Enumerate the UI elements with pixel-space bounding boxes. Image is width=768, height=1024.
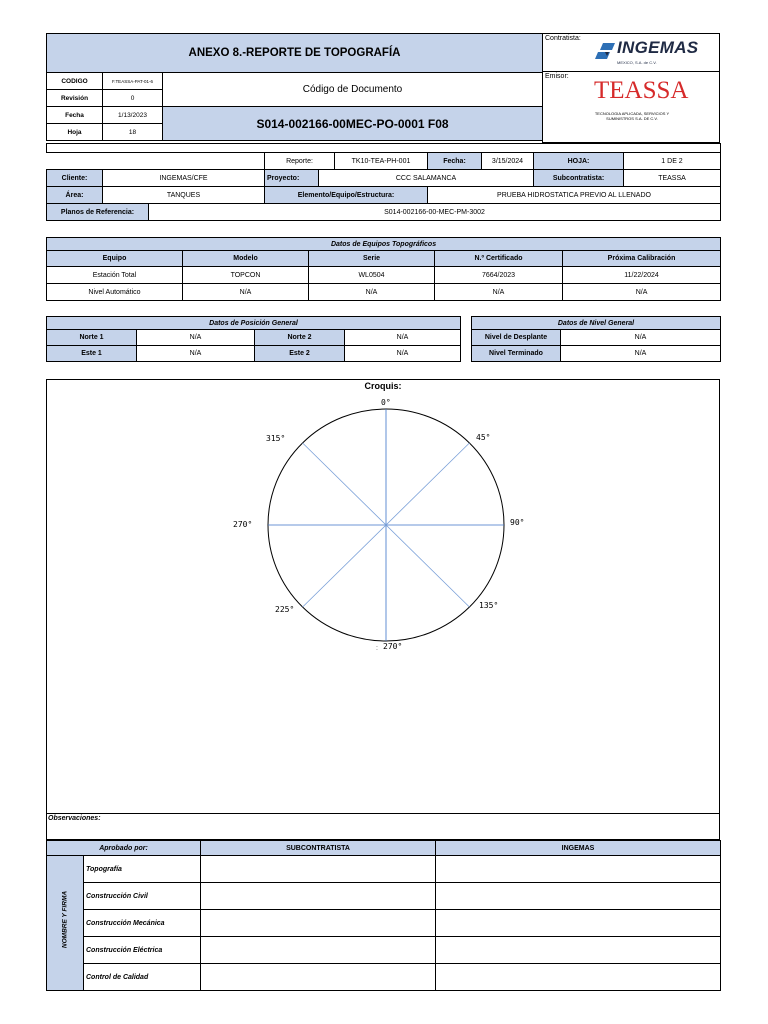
doc-code-label: Código de Documento: [163, 73, 543, 107]
este-2-label: Este 2: [255, 346, 345, 362]
codigo-label: CODIGO: [47, 73, 103, 90]
ingemas-logo-text: INGEMAS: [617, 38, 699, 57]
header-table: [46, 33, 543, 141]
nivel-title: Datos de Nivel General: [472, 317, 721, 330]
nivel-terminado-label: Nivel Terminado: [472, 346, 561, 362]
firma-ingemas-cell[interactable]: [436, 910, 721, 937]
hoja-label: Hoja: [47, 124, 103, 141]
posicion-table: [46, 316, 461, 362]
nombre-firma-cell: [47, 856, 84, 991]
info-table: [46, 143, 721, 221]
subcontratista-value: TEASSA: [624, 170, 721, 187]
firma-subcontratista-cell[interactable]: [201, 964, 436, 991]
table-row: [47, 856, 721, 883]
cliente-value: INGEMAS/CFE: [103, 170, 265, 187]
area-label: Área:: [47, 187, 103, 204]
norte-1-value: N/A: [137, 330, 255, 346]
fecha-info-label: Fecha:: [428, 153, 482, 170]
equipos-header: N.º Certificado: [435, 251, 563, 267]
table-cell: N/A: [563, 284, 721, 301]
table-cell: Estación Total: [47, 267, 183, 284]
table-cell: Nivel Automático: [47, 284, 183, 301]
table-row: [47, 267, 721, 284]
revision-value: 0: [103, 90, 163, 107]
doc-number: S014-002166-00MEC-PO-0001 F08: [163, 107, 543, 141]
subcontratista-label: Subcontratista:: [534, 170, 624, 187]
proyecto-label: Proyecto:: [265, 170, 319, 187]
equipos-header: Próxima Calibración: [563, 251, 721, 267]
firma-subcontratista-cell[interactable]: [201, 856, 436, 883]
ingemas-logo-icon: [595, 42, 617, 60]
table-row: [47, 284, 721, 301]
area-value: TANQUES: [103, 187, 265, 204]
nivel-desplante-value: N/A: [561, 330, 721, 346]
table-row: [472, 346, 721, 362]
codigo-value: F.TEASSA-PAT-01-6: [103, 73, 163, 90]
observaciones-label: Observaciones:: [48, 815, 101, 822]
degree-label-90: 90°: [510, 518, 525, 527]
table-cell: 11/22/2024: [563, 267, 721, 284]
teassa-logo-text: TEASSA: [594, 77, 689, 104]
degree-label-270: 270°: [233, 520, 253, 529]
planos-label: Planos de Referencia:: [47, 204, 149, 221]
fecha-label: Fecha: [47, 107, 103, 124]
degree-label-bottom: 270°: [383, 642, 403, 651]
reporte-label: Reporte:: [265, 153, 335, 170]
cliente-label: Cliente:: [47, 170, 103, 187]
degree-label-135: 135°: [479, 601, 499, 610]
table-row: [472, 330, 721, 346]
este-1-label: Este 1: [47, 346, 137, 362]
norte-1-label: Norte 1: [47, 330, 137, 346]
contratista-box: [542, 33, 720, 72]
reporte-value: TK10-TEA-PH-001: [335, 153, 428, 170]
este-1-value: N/A: [137, 346, 255, 362]
degree-label-45: 45°: [476, 433, 491, 442]
firma-ingemas-cell[interactable]: [436, 883, 721, 910]
proyecto-value: CCC SALAMANCA: [319, 170, 534, 187]
firma-ingemas-cell[interactable]: [436, 964, 721, 991]
firma-ingemas-cell[interactable]: [436, 856, 721, 883]
fecha-info-value: 3/15/2024: [482, 153, 534, 170]
role-label: Construcción Mecánica: [84, 910, 201, 937]
nivel-desplante-label: Nivel de Desplante: [472, 330, 561, 346]
norte-2-label: Norte 2: [255, 330, 345, 346]
table-cell: N/A: [435, 284, 563, 301]
table-cell: N/A: [309, 284, 435, 301]
teassa-logo-sub: TECNOLOGIA APLICADA, SERVICIOS Y SUMINISTROS S.A. DE C.V.: [594, 111, 670, 121]
croquis-box: [46, 379, 720, 814]
fecha-value: 1/13/2023: [103, 107, 163, 124]
document-title: ANEXO 8.-REPORTE DE TOPOGRAFÍA: [47, 34, 543, 73]
table-row: [47, 937, 721, 964]
equipos-header: Serie: [309, 251, 435, 267]
croquis-title: Croquis:: [364, 381, 402, 391]
firma-ingemas-cell[interactable]: [436, 937, 721, 964]
firma-subcontratista-cell[interactable]: [201, 883, 436, 910]
este-2-value: N/A: [345, 346, 461, 362]
observaciones-box: [46, 814, 720, 840]
emisor-label: Emisor:: [545, 73, 569, 80]
table-row: [47, 964, 721, 991]
subcontratista-header: SUBCONTRATISTA: [201, 841, 436, 856]
contratista-label: Contratista:: [545, 35, 581, 42]
planos-value: S014-002166-00-MEC-PM-3002: [149, 204, 721, 221]
degree-label-315: 315°: [266, 434, 286, 443]
hoja-info-value: 1 DE 2: [624, 153, 721, 170]
elemento-label: Elemento/Equipo/Estructura:: [265, 187, 428, 204]
table-cell: 7664/2023: [435, 267, 563, 284]
table-row: [47, 330, 461, 346]
compass-diagram: [47, 380, 721, 815]
degree-label-0: 0°: [381, 398, 391, 407]
equipos-header: Modelo: [183, 251, 309, 267]
firma-subcontratista-cell[interactable]: [201, 910, 436, 937]
table-cell: TOPCON: [183, 267, 309, 284]
small-mark: :: [376, 645, 378, 652]
table-cell: WL0504: [309, 267, 435, 284]
firma-subcontratista-cell[interactable]: [201, 937, 436, 964]
role-label: Control de Calidad: [84, 964, 201, 991]
table-cell: N/A: [183, 284, 309, 301]
nivel-table: [471, 316, 721, 362]
table-row: [47, 883, 721, 910]
posicion-title: Datos de Posición General: [47, 317, 461, 330]
emisor-box: [542, 72, 720, 143]
nivel-terminado-value: N/A: [561, 346, 721, 362]
table-row: [47, 910, 721, 937]
role-label: Construcción Eléctrica: [84, 937, 201, 964]
degree-label-225: 225°: [275, 605, 295, 614]
hoja-info-label: HOJA:: [534, 153, 624, 170]
elemento-value: PRUEBA HIDROSTATICA PREVIO AL LLENADO: [428, 187, 721, 204]
hoja-value: 18: [103, 124, 163, 141]
table-row: [47, 346, 461, 362]
nombre-firma-label: NOMBRE Y FIRMA: [61, 890, 69, 949]
ingemas-logo-sub: MEXICO, S.A. de C.V.: [617, 60, 657, 65]
role-label: Construcción Civil: [84, 883, 201, 910]
revision-label: Revisión: [47, 90, 103, 107]
equipos-header: Equipo: [47, 251, 183, 267]
aprobado-label: Aprobado por:: [47, 841, 201, 856]
equipos-title: Datos de Equipos Topográficos: [47, 238, 721, 251]
ingemas-header: INGEMAS: [436, 841, 721, 856]
firmas-table: [46, 840, 721, 991]
norte-2-value: N/A: [345, 330, 461, 346]
role-label: Topografía: [84, 856, 201, 883]
equipos-table: [46, 237, 721, 301]
